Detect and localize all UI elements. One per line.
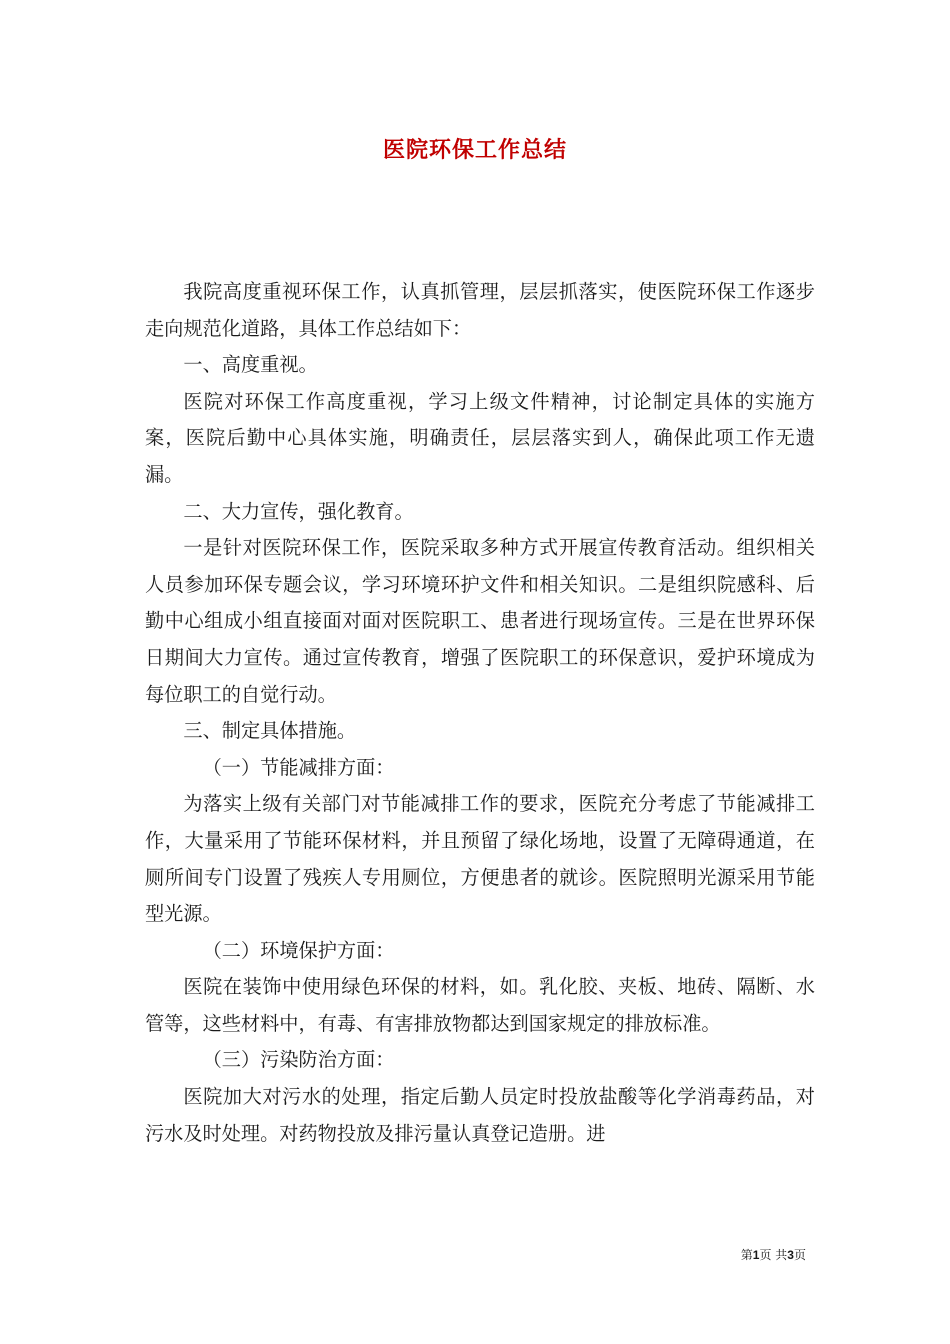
page-footer	[741, 1247, 806, 1263]
footer-total-pages: 3	[787, 1248, 794, 1262]
footer-prefix: 第	[740, 1248, 753, 1262]
footer-suffix: 页	[793, 1248, 806, 1262]
subsection-1-paragraph: 为落实上级有关部门对节能减排工作的要求，医院充分考虑了节能减排工作，大量采用了节能环保材料，并且预留了绿化场地，设置了无障碍通道，在厕所间专门设置了残疾人专用厕位，方便患者的就诊。医院照明光源采用节能型光源。	[145, 792, 815, 926]
section-1-paragraph: 医院对环保工作高度重视，学习上级文件精神，讨论制定具体的实施方案，医院后勤中心具体实施，明确责任，层层落实到人，确保此项工作无遗漏。	[145, 389, 815, 486]
intro-paragraph: 我院高度重视环保工作，认真抓管理，层层抓落实，使医院环保工作逐步走向规范化道路，具体工作总结如下：	[145, 280, 815, 340]
document-title: 医院环保工作总结	[382, 137, 567, 163]
subsection-3-paragraph: 医院加大对污水的处理，指定后勤人员定时投放盐酸等化学消毒药品，对污水及时处理。对药物投放及排污量认真登记造册。进	[145, 1085, 815, 1145]
footer-middle: 页 共	[759, 1248, 788, 1262]
document-body	[145, 274, 815, 1152]
section-heading-2: 二、大力宣传，强化教育。	[183, 499, 414, 523]
subsection-heading-2: （二）环境保护方面：	[202, 938, 395, 962]
footer-current-page: 1	[752, 1248, 760, 1262]
section-heading-3: 三、制定具体措施。	[183, 719, 357, 743]
section-heading-1: 一、高度重视。	[183, 353, 318, 377]
subsection-heading-3: （三）污染防治方面：	[202, 1048, 395, 1072]
subsection-2-paragraph: 医院在装饰中使用绿色环保的材料，如。乳化胶、夹板、地砖、隔断、水管等，这些材料中，有毒、有害排放物都达到国家规定的排放标准。	[145, 975, 815, 1035]
section-2-paragraph: 一是针对医院环保工作，医院采取多种方式开展宣传教育活动。组织相关人员参加环保专题会议，学习环境环护文件和相关知识。二是组织院感科、后勤中心组成小组直接面对面对医院职工、患者进行现场宣传。三是在世界环保日期间大力宣传。通过宣传教育，增强了医院职工的环保意识，爱护环境成为每位职工的自觉行动。	[145, 536, 815, 706]
subsection-heading-1: （一）节能减排方面：	[202, 755, 395, 779]
